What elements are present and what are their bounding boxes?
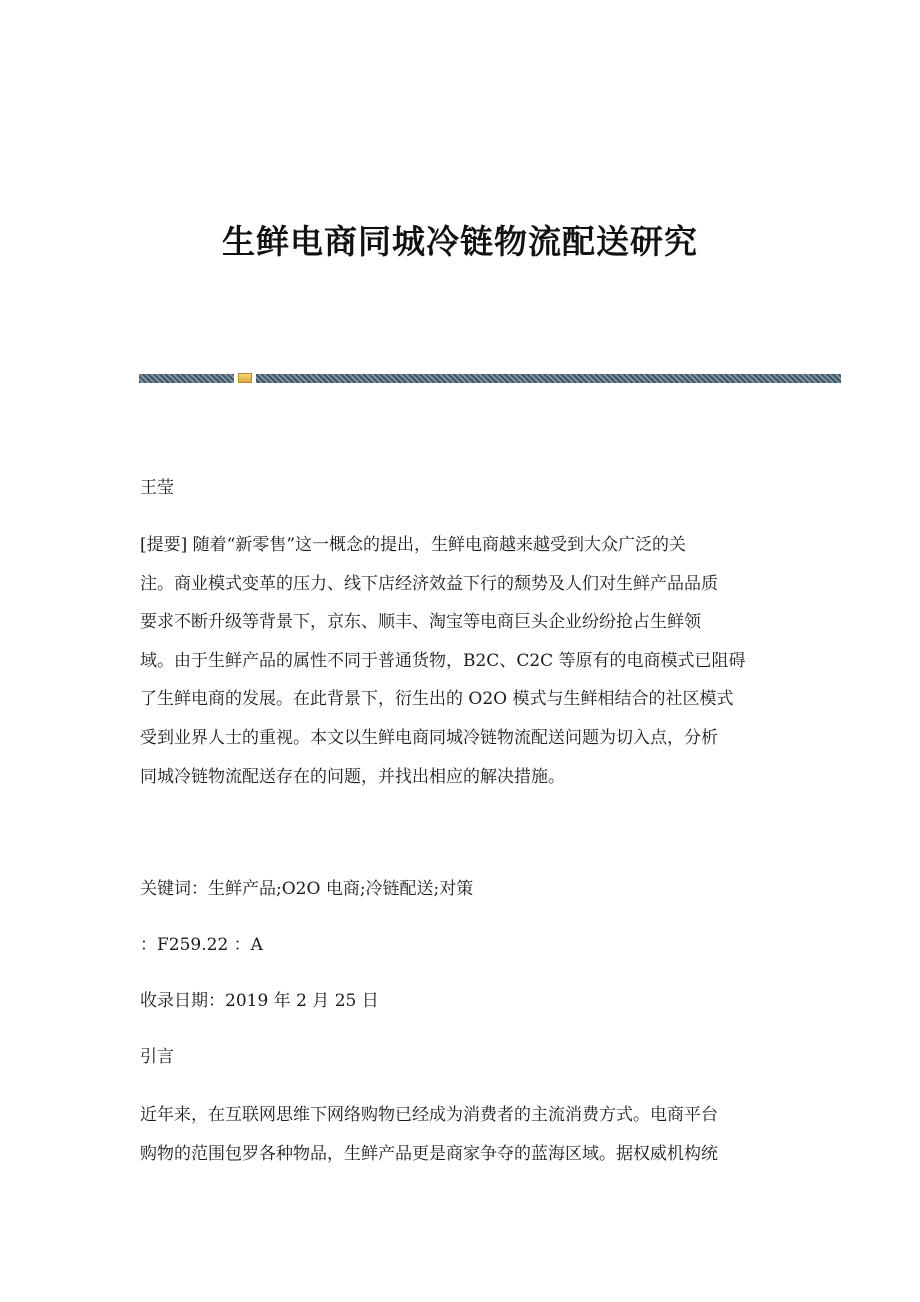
intro-line: 近年来，在互联网思维下网络购物已经成为消费者的主流消费方式。电商平台: [140, 1105, 718, 1125]
intro-heading: 引言: [140, 1047, 174, 1067]
abstract-line: [提要] 随着“新零售”这一概念的提出，生鲜电商越来越受到大众广泛的关: [140, 535, 687, 555]
author-name: 王莹: [140, 478, 174, 498]
title-divider: [139, 374, 841, 383]
abstract: [140, 526, 780, 796]
abstract-line: 要求不断升级等背景下，京东、顺丰、淘宝等电商巨头企业纷纷抢占生鲜领: [140, 612, 701, 633]
classification-number: ：F259.22 ：A: [140, 935, 263, 955]
abstract-line: 受到业界人士的重视。本文以生鲜电商同城冷链物流配送问题为切入点，分析: [140, 727, 718, 748]
abstract-line: 同城冷链物流配送存在的问题，并找出相应的解决措施。: [140, 766, 565, 787]
divider-ornament-icon: [234, 372, 256, 385]
abstract-line: 注。商业模式变革的压力、线下店经济效益下行的颓势及人们对生鲜产品品质: [140, 573, 718, 594]
abstract-line: 域。由于生鲜产品的属性不同于普通货物，B2C、C2C 等原有的电商模式已阻碍: [140, 650, 746, 671]
keywords: 关键词：生鲜产品;O2O 电商;冷链配送;对策: [140, 879, 474, 899]
intro-line: 购物的范围包罗各种物品，生鲜产品更是商家争夺的蓝海区域。据权威机构统: [140, 1143, 718, 1164]
intro-paragraph: [140, 1096, 780, 1173]
received-date: 收录日期：2019 年 2 月 25 日: [140, 991, 379, 1011]
abstract-line: 了生鲜电商的发展。在此背景下，衍生出的 O2O 模式与生鲜相结合的社区模式: [140, 689, 734, 710]
document-title: 生鲜电商同城冷链物流配送研究: [222, 222, 698, 261]
